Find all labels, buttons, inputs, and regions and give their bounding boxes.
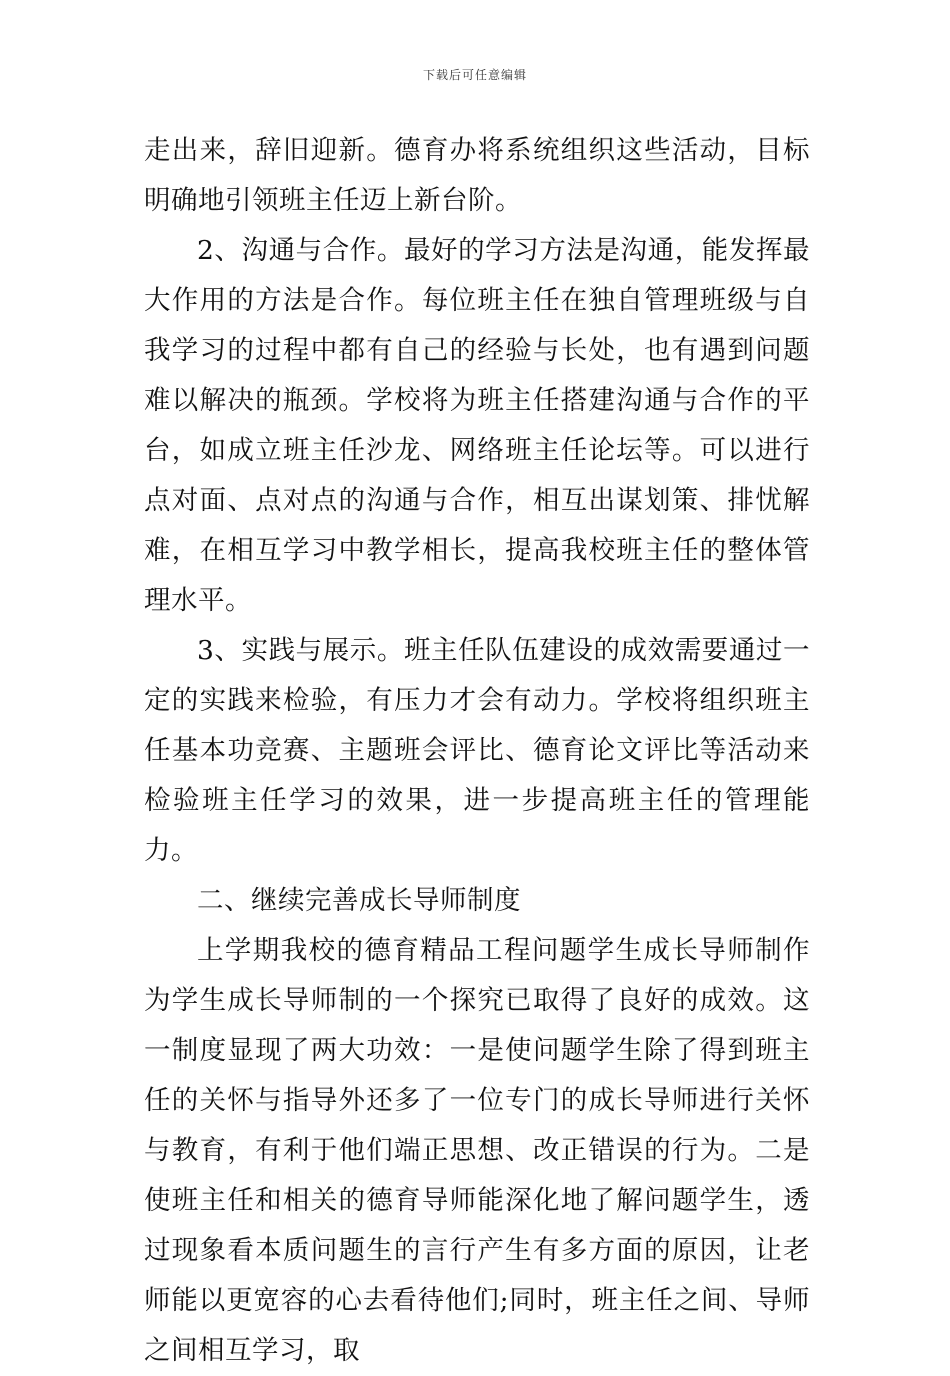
- paragraph-mentor-system: 上学期我校的德育精品工程问题学生成长导师制作为学生成长导师制的一个探究已取得了良好的成效。这一制度显现了两大功效：一是使问题学生除了得到班主任的关怀与指导外还多了一位专门的成长导师进行关怀与教育，有利于他们端正思想、改正错误的行为。二是使班主任和相关的德育导师能深化地了解问题学生，透过现象看本质问题生的言行产生有多方面的原因，让老师能以更宽容的心去看待他们;同时，班主任之间、导师之间相互学习，取: [144, 935, 810, 1366]
- paragraph-communication-cooperation: 2、沟通与合作。最好的学习方法是沟通，能发挥最大作用的方法是合作。每位班主任在独自管理班级与自我学习的过程中都有自己的经验与长处，也有遇到问题难以解决的瓶颈。学校将为班主任搭建沟通与合作的平台，如成立班主任沙龙、网络班主任论坛等。可以进行点对面、点对点的沟通与合作，相互出谋划策、排忧解难，在相互学习中教学相长，提高我校班主任的整体管理水平。: [144, 235, 810, 616]
- paragraph-continuation: 走出来，辞旧迎新。德育办将系统组织这些活动，目标明确地引领班主任迈上新台阶。: [144, 135, 810, 216]
- section-heading-mentor-system: 二、继续完善成长导师制度: [197, 885, 521, 916]
- page-header-note: 下载后可任意编辑: [422, 68, 527, 82]
- paragraph-practice-display: 3、实践与展示。班主任队伍建设的成效需要通过一定的实践来检验，有压力才会有动力。学校将组织班主任基本功竞赛、主题班会评比、德育论文评比等活动来检验班主任学习的效果，进一步提高班主任的管理能力。: [144, 635, 810, 866]
- document-body: [144, 126, 810, 1376]
